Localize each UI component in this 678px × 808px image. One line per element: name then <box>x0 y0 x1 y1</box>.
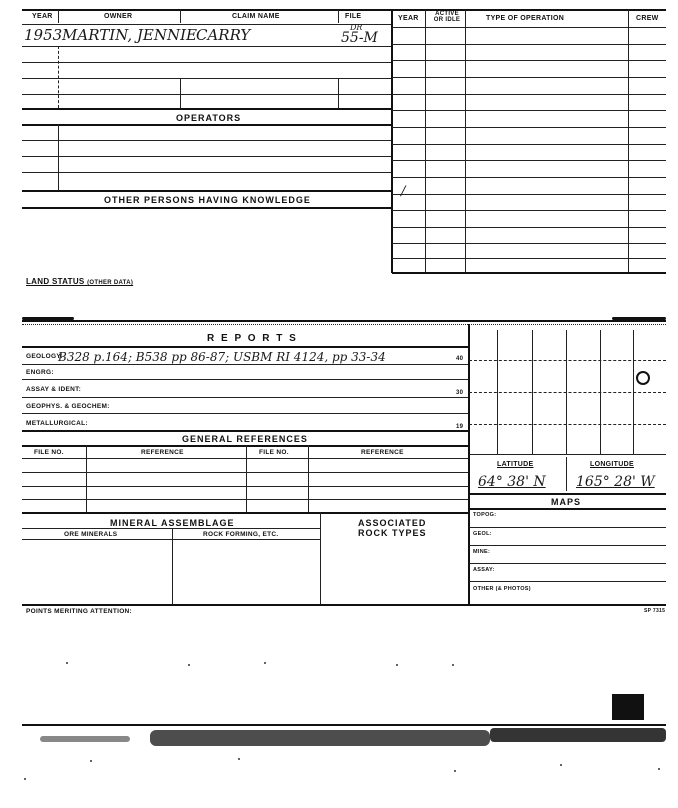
mine-label: MINE: <box>473 549 491 555</box>
file-no-header-2: FILE NO. <box>259 449 289 456</box>
longitude-label: LONGITUDE <box>590 461 634 468</box>
rock-forming-header: ROCK FORMING, ETC. <box>203 531 279 538</box>
claim-name-header: CLAIM NAME <box>232 13 280 20</box>
location-marker-icon <box>636 371 650 385</box>
entry-owner: MARTIN, JENNIE <box>62 26 197 44</box>
pencil-stroke: / <box>401 184 406 199</box>
ore-minerals-header: ORE MINERALS <box>64 531 118 538</box>
geology-value: B328 p.164; B538 pp 86-87; USBM RI 4124, pp 33-34 <box>58 350 386 364</box>
entry-claim-name: CARRY <box>196 26 251 44</box>
file-no-header-1: FILE NO. <box>34 449 64 456</box>
topog-label: TOPOG: <box>473 512 497 518</box>
associated-heading: ASSOCIATED <box>358 518 427 528</box>
land-status-heading: LAND STATUS (OTHER DATA) <box>26 277 134 286</box>
latitude-label: LATITUDE <box>497 461 534 468</box>
year2-header: YEAR <box>398 15 419 22</box>
crew-header: CREW <box>636 15 659 22</box>
mineral-assemblage-heading: MINERAL ASSEMBLAGE <box>110 518 235 528</box>
reference-header-2: REFERENCE <box>361 449 404 456</box>
reports-heading: R E P O R T S <box>207 333 298 344</box>
geophys-label: GEOPHYS. & GEOCHEM: <box>26 403 110 410</box>
other-persons-heading: OTHER PERSONS HAVING KNOWLEDGE <box>104 195 311 205</box>
latitude-value: 64° 38' N <box>478 474 546 490</box>
other-photos-label: OTHER (& PHOTOS) <box>473 586 531 592</box>
number-19: 19 <box>456 424 464 430</box>
metallurgical-label: METALLURGICAL: <box>26 420 88 427</box>
entry-file: 55-M <box>341 30 378 46</box>
scan-block <box>612 694 644 720</box>
number-30: 30 <box>456 390 464 396</box>
general-references-heading: GENERAL REFERENCES <box>182 434 308 444</box>
type-operation-header: TYPE OF OPERATION <box>486 15 565 22</box>
scan-noise-band <box>40 736 130 742</box>
rock-types-heading: ROCK TYPES <box>358 528 427 538</box>
assay-ident-label: ASSAY & IDENT: <box>26 386 82 393</box>
longitude-value: 165° 28' W <box>576 474 655 490</box>
active-idle-header: ACTIVE OR IDLE <box>433 11 461 23</box>
points-meriting-attention: POINTS MERITING ATTENTION: <box>26 608 133 615</box>
geol-label: GEOL: <box>473 531 492 537</box>
assay-label: ASSAY: <box>473 567 495 573</box>
entry-year: 1953 <box>24 26 63 44</box>
entry-file-top: DR <box>350 23 363 32</box>
scan-streak <box>22 724 666 726</box>
reference-header-1: REFERENCE <box>141 449 184 456</box>
maps-heading: MAPS <box>551 497 582 507</box>
year-header: YEAR <box>32 13 53 20</box>
scan-noise-band <box>490 728 666 742</box>
top-border <box>22 9 392 11</box>
owner-header: OWNER <box>104 13 133 20</box>
engrg-label: ENGRG: <box>26 369 54 376</box>
form-number: SP 7315 <box>644 608 666 614</box>
operators-heading: OPERATORS <box>176 113 242 123</box>
right-table-left-border <box>391 9 393 273</box>
geology-label: GEOLOGY: <box>26 353 63 360</box>
scan-noise-band <box>150 730 490 746</box>
number-40: 40 <box>456 356 464 362</box>
file-header: FILE <box>345 13 362 20</box>
